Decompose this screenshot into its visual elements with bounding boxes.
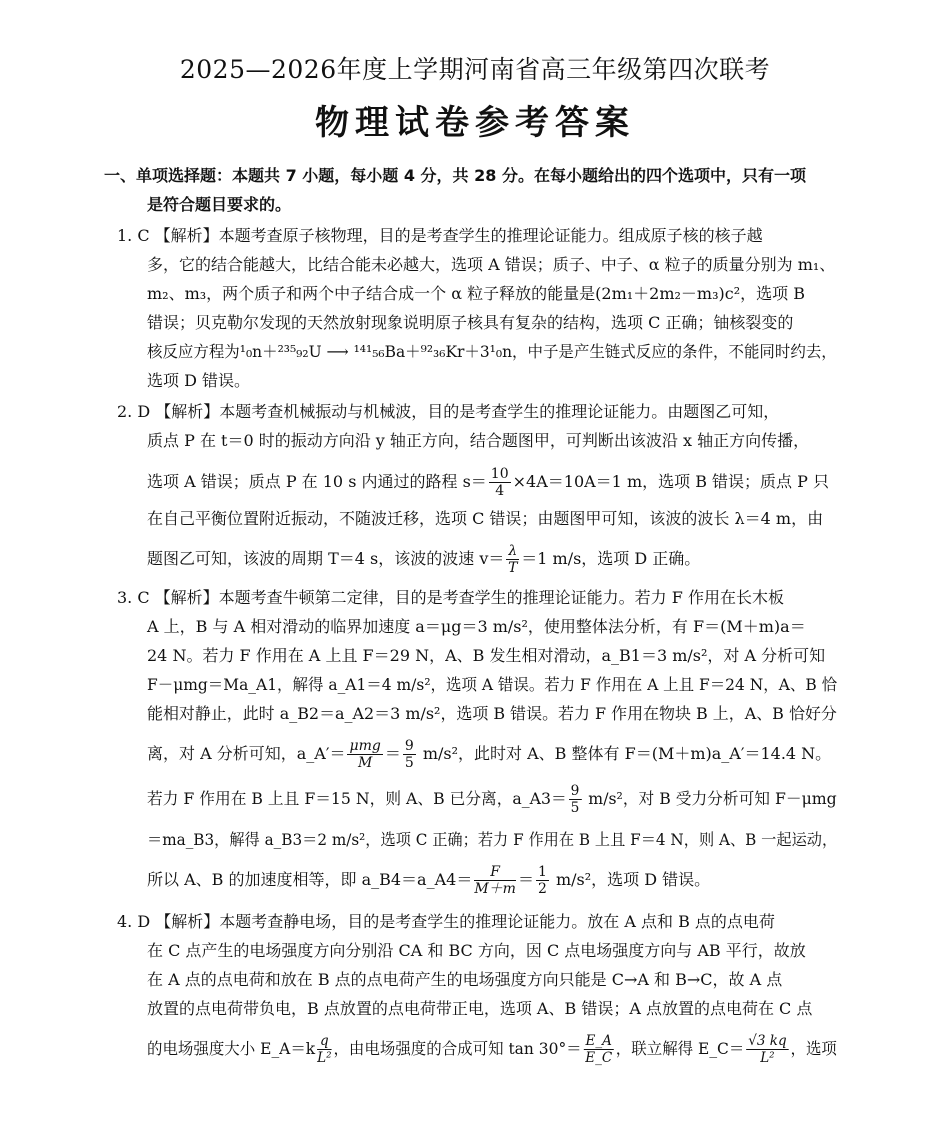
fraction [746, 1033, 788, 1066]
q3-line-2: A 上，B 与 A 相对滑动的临界加速度 a＝μg＝3 m/s²，使用整体法分析，有 F＝(M＋m)a＝ [147, 617, 806, 636]
q4-l5-text-c: ，联立解得 E_C＝ [615, 1039, 745, 1058]
q2-l5-text-b: ＝1 m/s，选项 D 正确。 [521, 549, 701, 568]
q3-l9-text-b: m/s²，选项 D 错误。 [550, 870, 711, 889]
q1-line-3: m₂、m₃，两个质子和两个中子结合成一个 α 粒子释放的能量是(2m₁＋2m₂－m₃)c²，选项 B [147, 284, 805, 303]
q4-line-5 [147, 1031, 837, 1067]
fraction [536, 864, 549, 897]
q2-l3-text-b: ×4A＝10A＝1 m，选项 B 错误；质点 P 只 [512, 472, 829, 491]
denominator: 5 [570, 800, 580, 816]
q3-l7-text-a: 若力 F 作用在 B 上且 F＝15 N，则 A、B 已分离，a_A3＝ [147, 789, 567, 808]
q3-l9-text-a: 所以 A、B 的加速度相等，即 a_B4＝a_A4＝ [147, 870, 473, 889]
q2-line-2: 质点 P 在 t＝0 时的振动方向沿 y 轴正方向，结合题图甲，可判断出该波沿 x 轴正方向传播， [147, 431, 810, 450]
fraction [403, 738, 416, 771]
denominator: 2 [537, 881, 547, 897]
q2-line-3 [147, 465, 829, 499]
denominator: L² [760, 1050, 775, 1066]
q3-line-4: F－μmg＝Ma_A1，解得 a_A1＝4 m/s²，选项 A 错误。若力 F 作用在 A 上且 F＝24 N，A、B 恰 [147, 675, 838, 694]
q4-l5-text-d: ，选项 [790, 1039, 837, 1058]
fraction [317, 1033, 331, 1066]
q2-line-4: 在自己平衡位置附近振动，不随波迁移，选项 C 错误；由题图甲可知，该波的波长 λ＝4 m，由 [147, 509, 824, 528]
q3-line-3: 24 N。若力 F 作用在 A 上且 F＝29 N，A、B 发生相对滑动，a_B1＝3 m/s²，对 A 分析可知 [147, 646, 826, 665]
q3-l6-text-b: m/s²，此时对 A、B 整体有 F＝(M＋m)a_A′＝14.4 N。 [417, 744, 832, 763]
denominator: 5 [404, 755, 414, 771]
numerator: 9 [404, 738, 414, 754]
fraction [489, 466, 511, 499]
q1-line-1: 1. C 【解析】本题考查原子核物理，目的是考查学生的推理论证能力。组成原子核的核子越 [117, 226, 763, 245]
answer-title: 物理试卷参考答案 [315, 103, 635, 143]
q4-line-3: 在 A 点的点电荷和放在 B 点的点电荷产生的电场强度方向只能是 C→A 和 B→C，故 A 点 [147, 970, 783, 989]
numerator: 9 [570, 783, 580, 799]
q4-l5-text-a: 的电场强度大小 E_A＝k [147, 1039, 316, 1058]
fraction [347, 738, 382, 771]
equals: ＝ [384, 744, 401, 763]
q1-line-4: 错误；贝克勒尔发现的天然放射现象说明原子核具有复杂的结构，选项 C 正确；铀核裂变的 [147, 313, 794, 332]
denominator: E_C [585, 1050, 613, 1066]
q3-line-9 [147, 863, 710, 897]
numerator: q [317, 1033, 331, 1050]
numerator: λ [508, 543, 518, 559]
fraction [506, 543, 519, 576]
equals: ＝ [517, 870, 534, 889]
exam-title: 2025—2026年度上学期河南省高三年级第四次联考 [179, 55, 771, 84]
denominator: M [357, 755, 373, 771]
section-heading: 一、单项选择题：本题共 7 小题，每小题 4 分，共 28 分。在每小题给出的四个选项中，只有一项 [104, 166, 806, 185]
numerator: √3 kq [748, 1033, 787, 1049]
q3-l6-text-a: 离，对 A 分析可知，a_A′＝ [147, 744, 346, 763]
denominator: T [508, 560, 518, 576]
q2-l3-text-a: 选项 A 错误；质点 P 在 10 s 内通过的路程 s＝ [147, 472, 487, 491]
q2-line-5 [147, 542, 700, 576]
numerator: F [474, 864, 516, 881]
q4-line-1: 4. D 【解析】本题考查静电场，目的是考查学生的推理论证能力。放在 A 点和 B 点的点电荷 [117, 912, 775, 931]
fraction [584, 1033, 614, 1066]
denominator: M＋m [474, 881, 516, 897]
denominator: L² [317, 1050, 332, 1066]
q2-line-1: 2. D 【解析】本题考查机械振动与机械波，目的是考查学生的推理论证能力。由题图乙可知， [117, 402, 780, 421]
q2-l5-text-a: 题图乙可知，该波的周期 T＝4 s，该波的波速 v＝ [147, 549, 505, 568]
q1-line-6: 选项 D 错误。 [147, 371, 251, 390]
q1-line-2: 多，它的结合能越大，比结合能未必越大，选项 A 错误；质子、中子、α 粒子的质量分别为 m₁、 [147, 255, 836, 274]
q3-line-5: 能相对静止，此时 a_B2＝a_A2＝3 m/s²，选项 B 错误。若力 F 作用在物块 B 上，A、B 恰好分 [147, 704, 837, 723]
q3-l7-text-b: m/s²，对 B 受力分析可知 F－μmg [583, 789, 837, 808]
numerator: μmg [349, 738, 381, 754]
fraction [474, 864, 516, 897]
numerator: 10 [490, 466, 509, 482]
q3-line-8: ＝ma_B3，解得 a_B3＝2 m/s²，选项 C 正确；若力 F 作用在 B 上且 F＝4 N，则 A、B 一起运动， [147, 830, 838, 849]
q1-line-5: 核反应方程为¹₀n＋²³⁵₉₂U ⟶ ¹⁴¹₅₆Ba＋⁹²₃₆Kr＋3¹₀n，中子是产生链式反应的条件，不能同时约去， [147, 342, 837, 361]
q4-line-4: 放置的点电荷带负电，B 点放置的点电荷带正电，选项 A、B 错误；A 点放置的点电荷在 C 点 [147, 999, 813, 1018]
q3-line-6 [147, 737, 831, 771]
q4-line-2: 在 C 点产生的电场强度方向分别沿 CA 和 BC 方向，因 C 点电场强度方向与 AB 平行，故放 [147, 941, 806, 960]
numerator: 1 [537, 864, 547, 880]
numerator: E_A [585, 1033, 612, 1049]
fraction [569, 783, 582, 816]
q3-line-7 [147, 782, 837, 816]
q3-line-1: 3. C 【解析】本题考查牛顿第二定律，目的是考查学生的推理论证能力。若力 F 作用在长木板 [117, 588, 784, 607]
q4-l5-text-b: ，由电场强度的合成可知 tan 30°＝ [333, 1039, 582, 1058]
section-heading-cont: 是符合题目要求的。 [147, 195, 292, 214]
denominator: 4 [495, 483, 505, 499]
